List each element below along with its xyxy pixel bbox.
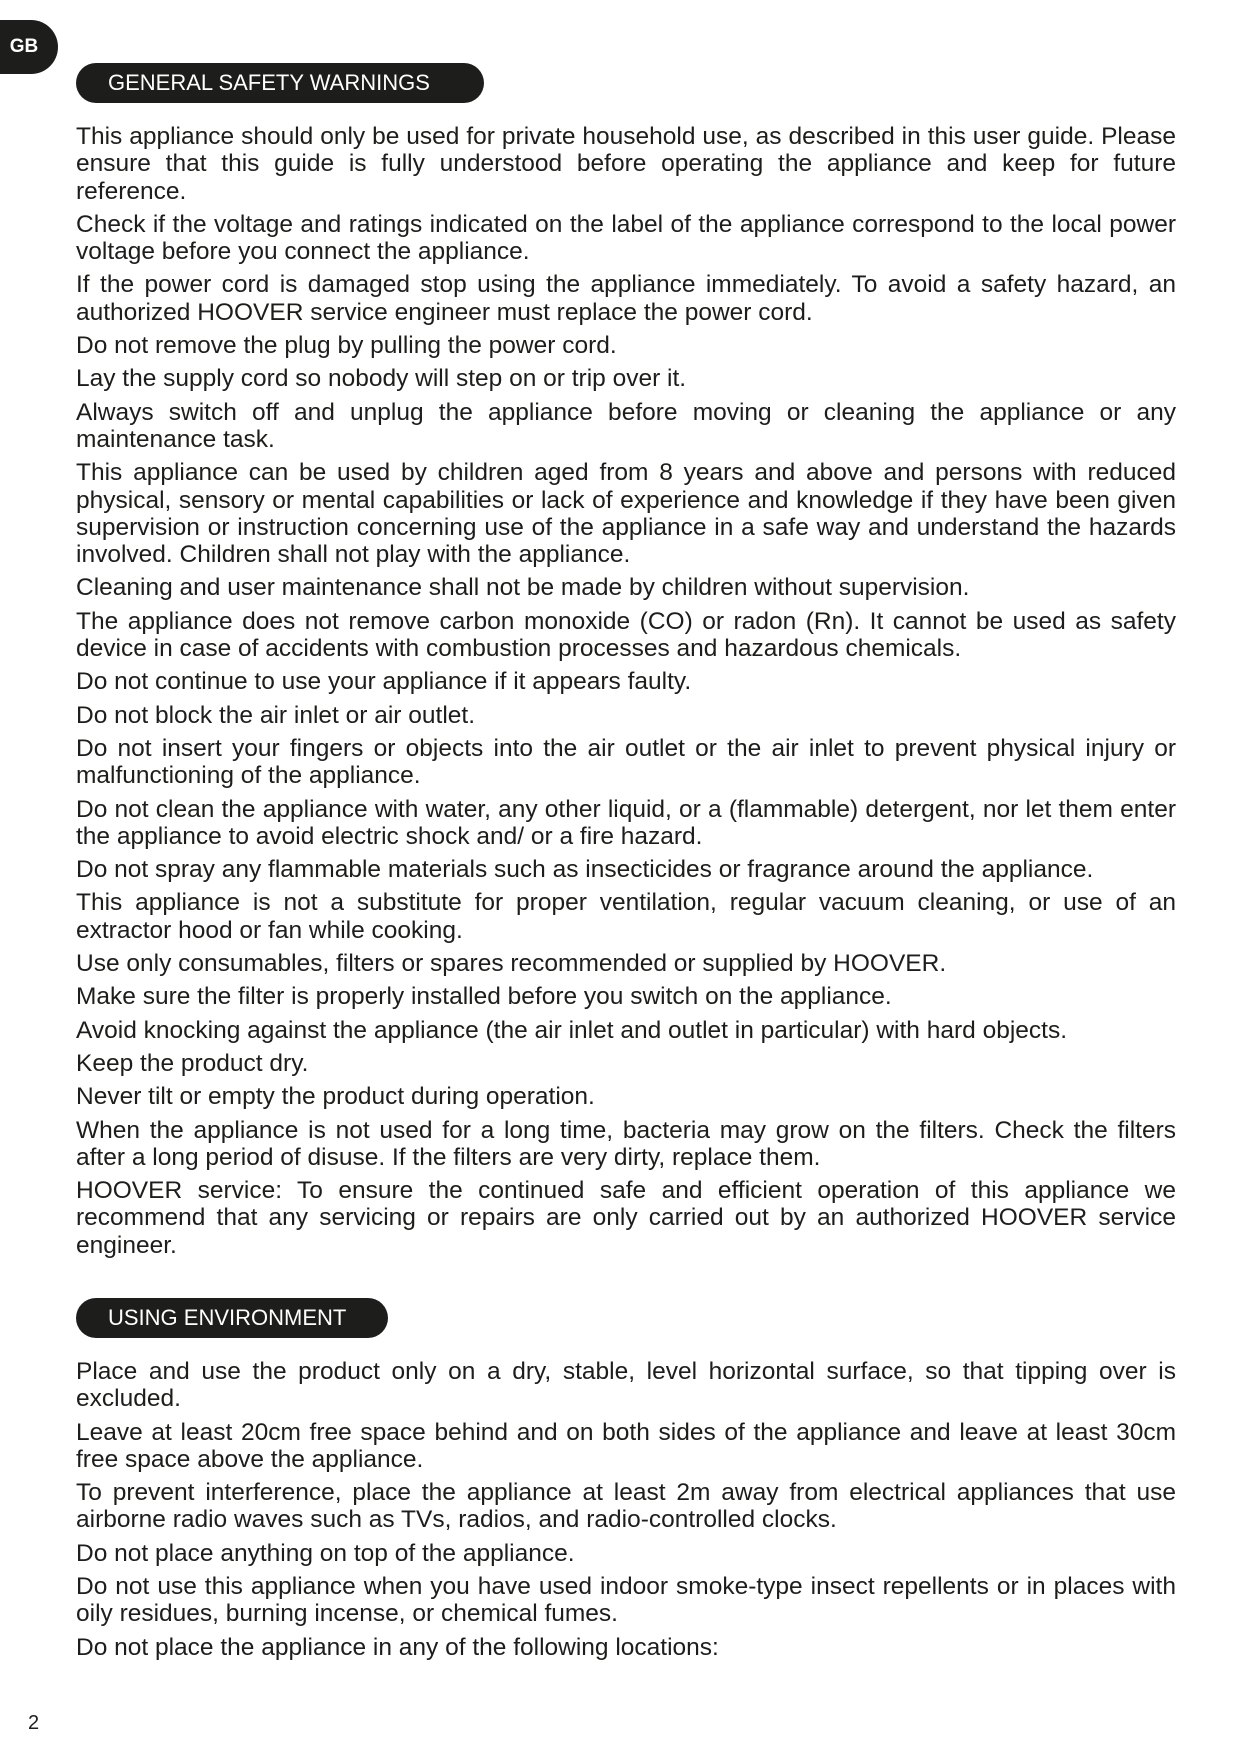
paragraph: Do not clean the appliance with water, any other liquid, or a (flammable) detergent, nor let them enter the appliance to avoid electric shock and/ or a fire hazard.	[76, 795, 1176, 850]
paragraph: Cleaning and user maintenance shall not be made by children without supervision.	[76, 574, 970, 602]
paragraph: Check if the voltage and ratings indicated on the label of the appliance correspond to the local power voltage before you connect the appliance.	[76, 210, 1176, 266]
paragraph: This appliance can be used by children aged from 8 years and above and persons with reduced physical, sensory or mental capabilities or lack of experience and knowledge if they have been given supervision or instruction concerning use of the appliance in a safe way and understand the hazards involved. Children shall not play with the appliance.	[76, 459, 1176, 569]
paragraph: Do not remove the plug by pulling the power cord.	[76, 332, 617, 360]
paragraph: Do not insert your fingers or objects into the air outlet or the air inlet to prevent physical injury or malfunctioning of the appliance.	[76, 734, 1176, 790]
paragraph: Use only consumables, filters or spares recommended or supplied by HOOVER.	[76, 950, 947, 978]
paragraph: This appliance should only be used for private household use, as described in this user guide. Please ensure that this guide is fully understood before operating the appliance and keep for future reference.	[76, 123, 1176, 205]
paragraph: Make sure the filter is properly installed before you switch on the appliance.	[76, 983, 892, 1011]
paragraph: The appliance does not remove carbon monoxide (CO) or radon (Rn). It cannot be used as safety device in case of accidents with combustion processes and hazardous chemicals.	[76, 607, 1176, 663]
paragraph: Never tilt or empty the product during operation.	[76, 1083, 595, 1111]
paragraph: Do not place the appliance in any of the following locations:	[76, 1633, 719, 1661]
general-safety-warnings-section	[76, 123, 1176, 1265]
page-number: 2	[28, 1712, 40, 1734]
paragraph: This appliance is not a substitute for proper ventilation, regular vacuum cleaning, or use of an extractor hood or fan while cooking.	[76, 889, 1176, 944]
paragraph: HOOVER service: To ensure the continued safe and efficient operation of this appliance we recommend that any servicing or repairs are only carried out by an authorized HOOVER service engineer.	[76, 1177, 1176, 1259]
paragraph: Always switch off and unplug the appliance before moving or cleaning the appliance or any maintenance task.	[76, 398, 1176, 453]
paragraph: Leave at least 20cm free space behind and on both sides of the appliance and leave at least 30cm free space above the appliance.	[76, 1418, 1176, 1473]
paragraph: Avoid knocking against the appliance (the air inlet and outlet in particular) with hard objects.	[76, 1016, 1068, 1044]
paragraph: Do not continue to use your appliance if it appears faulty.	[76, 668, 692, 696]
paragraph: To prevent interference, place the appliance at least 2m away from electrical appliances that use airborne radio waves such as TVs, radios, and radio-controlled clocks.	[76, 1479, 1176, 1534]
paragraph: If the power cord is damaged stop using the appliance immediately. To avoid a safety hazard, an authorized HOOVER service engineer must replace the power cord.	[76, 271, 1176, 326]
paragraph: Keep the product dry.	[76, 1049, 309, 1077]
section-heading-general-safety-warnings: GENERAL SAFETY WARNINGS	[76, 63, 484, 103]
paragraph: When the appliance is not used for a long time, bacteria may grow on the filters. Check the filters after a long period of disuse. If the filters are very dirty, replace them.	[76, 1116, 1176, 1171]
paragraph: Do not block the air inlet or air outlet.	[76, 701, 476, 729]
paragraph: Lay the supply cord so nobody will step on or trip over it.	[76, 365, 687, 393]
paragraph: Do not use this appliance when you have used indoor smoke-type insect repellents or in places with oily residues, burning incense, or chemical fumes.	[76, 1573, 1176, 1628]
using-environment-section	[76, 1358, 1176, 1667]
paragraph: Do not spray any flammable materials such as insecticides or fragrance around the appliance.	[76, 856, 1094, 884]
section-heading-using-environment: USING ENVIRONMENT	[76, 1298, 388, 1338]
language-tab: GB	[0, 20, 58, 74]
paragraph: Place and use the product only on a dry, stable, level horizontal surface, so that tipping over is excluded.	[76, 1358, 1176, 1413]
paragraph: Do not place anything on top of the appliance.	[76, 1539, 575, 1567]
